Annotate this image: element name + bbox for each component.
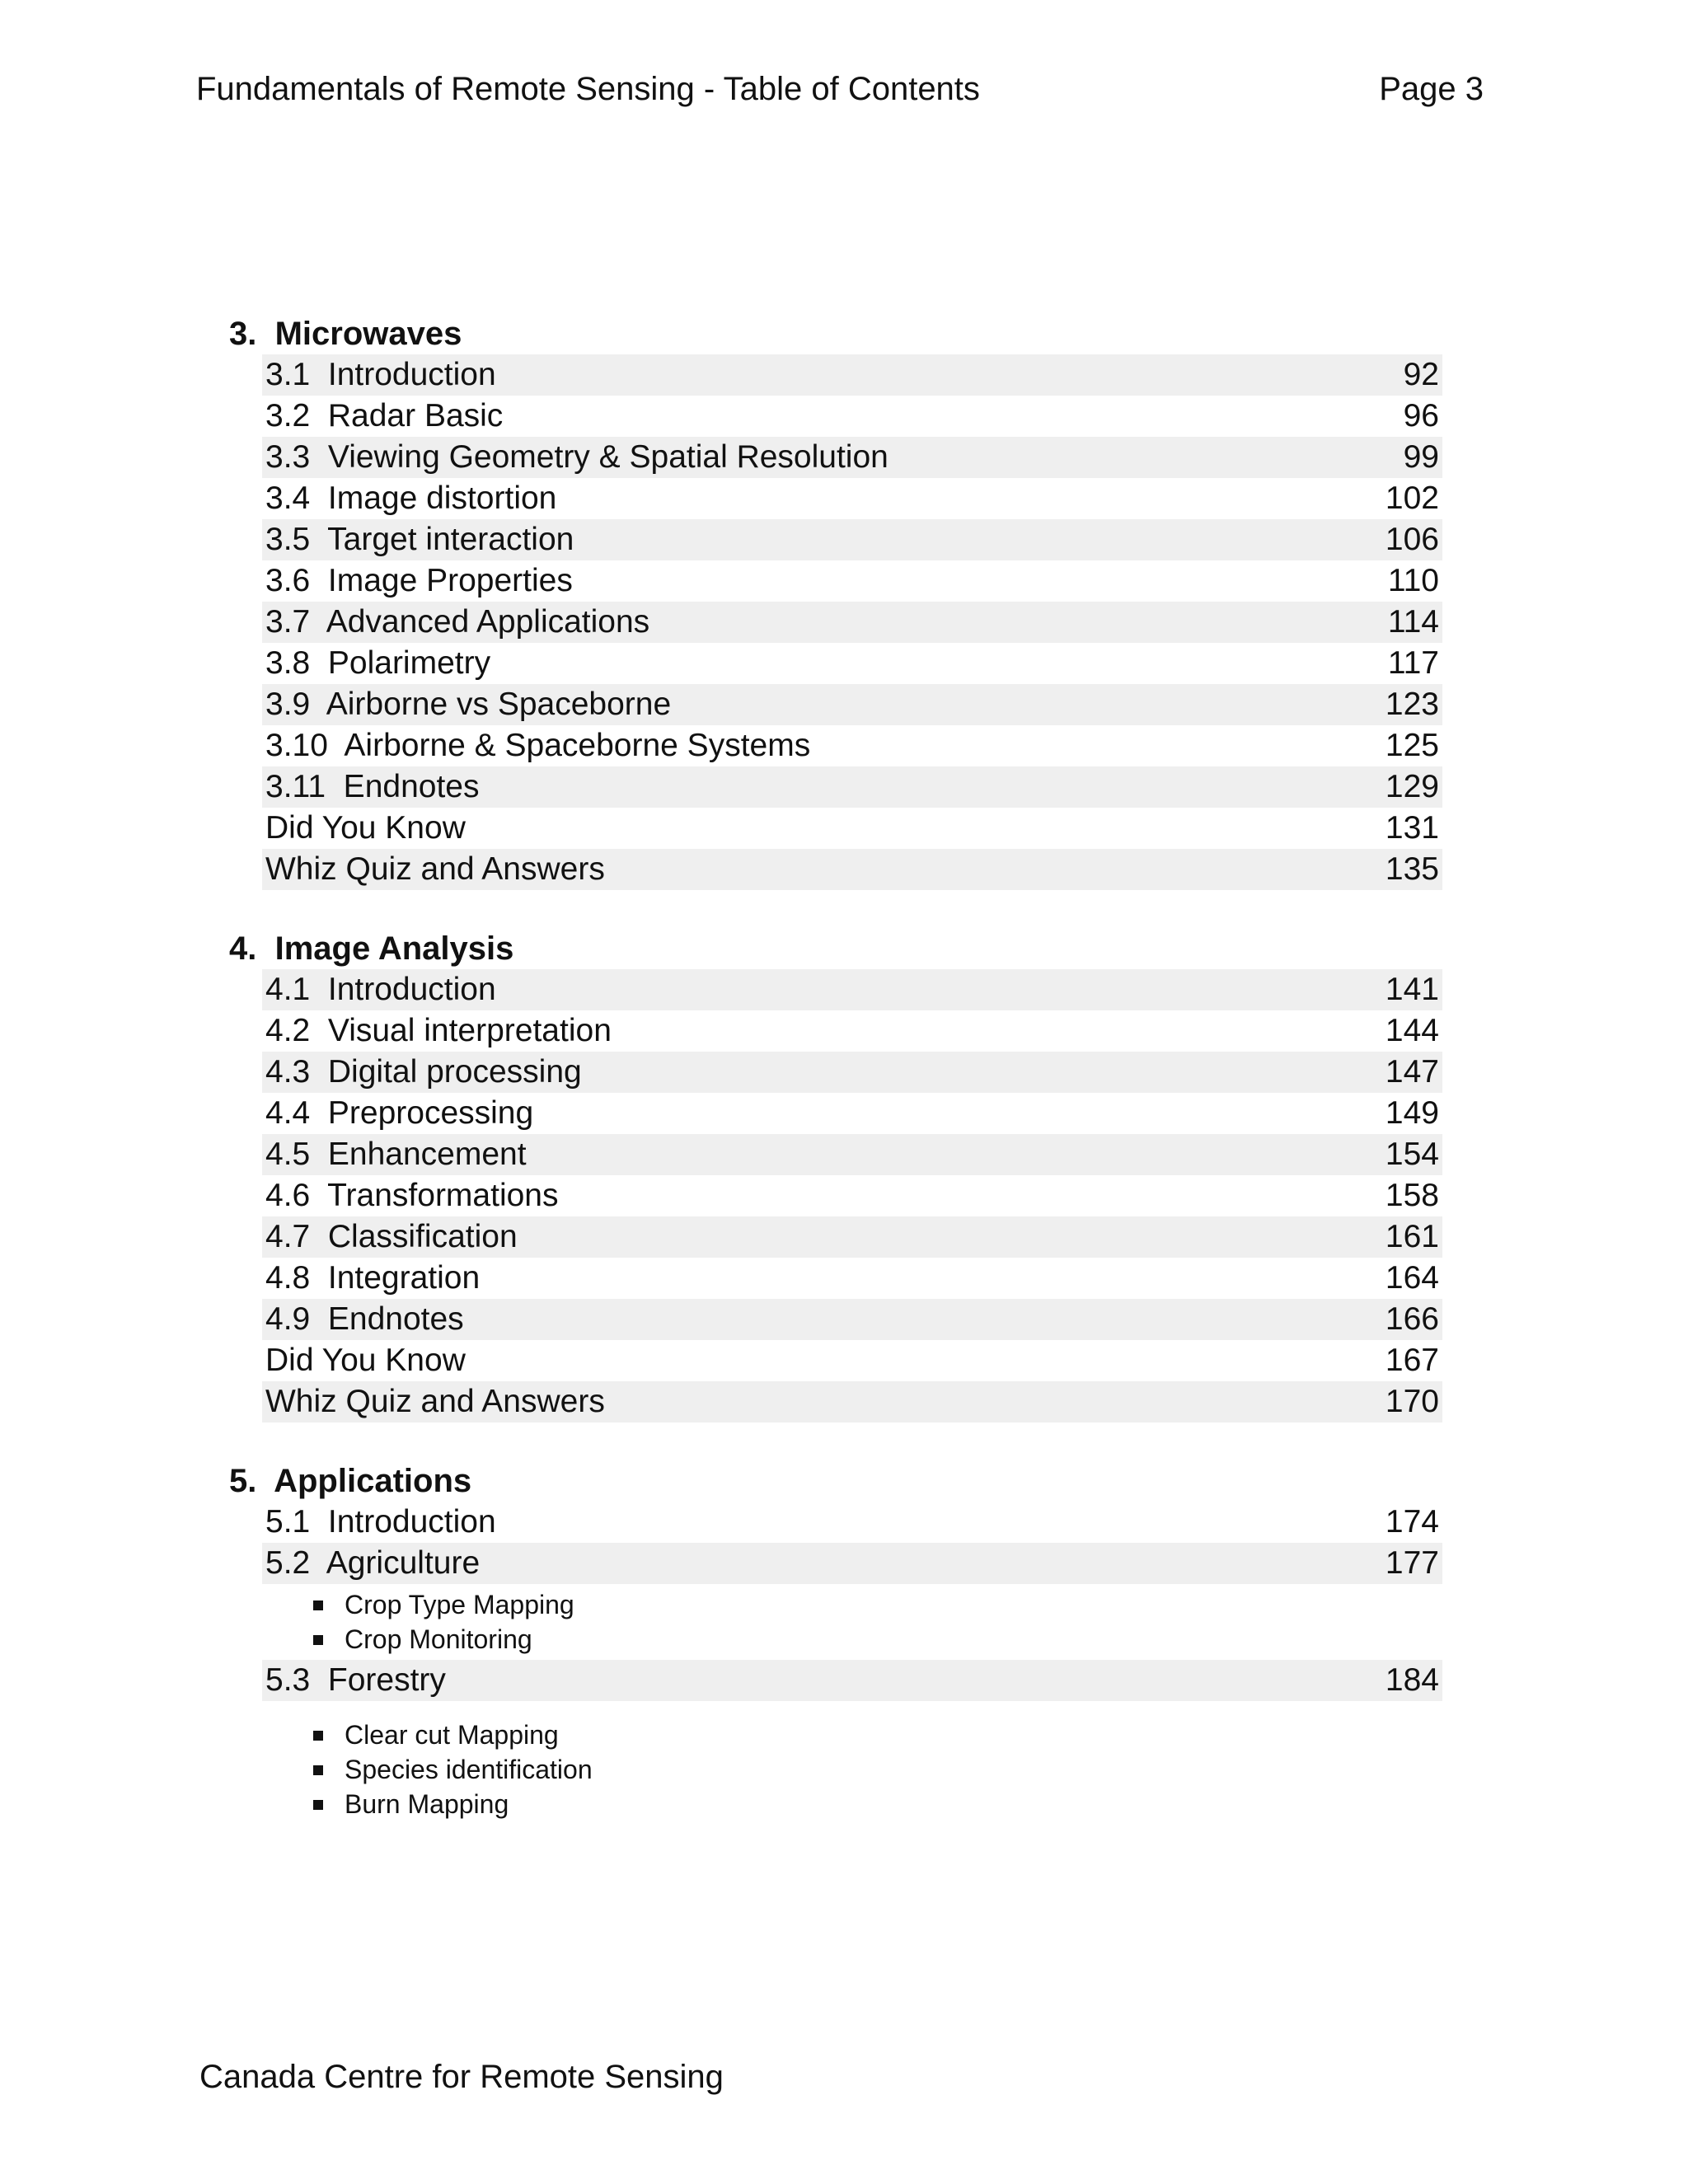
toc-entry[interactable] <box>262 354 1442 396</box>
toc-entry[interactable] <box>262 1010 1442 1052</box>
toc-entry[interactable] <box>262 1502 1442 1543</box>
square-bullet-icon <box>313 1601 323 1610</box>
section-heading: 5. Applications <box>229 1463 472 1499</box>
toc-entry[interactable] <box>262 478 1442 519</box>
entry-page: 170 <box>1385 1384 1439 1419</box>
entry-page: 131 <box>1385 810 1439 846</box>
toc-section-image-analysis <box>229 928 1442 1422</box>
section-heading: 3. Microwaves <box>229 316 462 352</box>
bullet-item <box>312 1587 1442 1622</box>
toc-entry[interactable] <box>262 396 1442 437</box>
entry-label: 4.2 Visual interpretation <box>265 1013 612 1048</box>
entry-label: 3.10 Airborne & Spaceborne Systems <box>265 728 811 763</box>
bullet-text: Crop Type Mapping <box>345 1590 574 1619</box>
entry-label: 3.11 Endnotes <box>265 769 480 804</box>
entry-label: 3.1 Introduction <box>265 357 496 392</box>
entry-label: 3.6 Image Properties <box>265 563 573 598</box>
page-header <box>196 66 1484 112</box>
toc-entry[interactable] <box>262 1093 1442 1134</box>
section-heading: 4. Image Analysis <box>229 930 514 967</box>
toc-entry[interactable] <box>262 1660 1442 1701</box>
toc-entry[interactable] <box>262 1543 1442 1584</box>
toc-entry[interactable] <box>262 1134 1442 1175</box>
entry-label: 5.2 Agriculture <box>265 1545 481 1581</box>
toc-section-microwaves <box>229 313 1442 890</box>
table-of-contents <box>229 313 1442 1859</box>
entry-label: 4.8 Integration <box>265 1260 481 1296</box>
entry-label: Did You Know <box>265 810 466 846</box>
entry-page: 144 <box>1385 1013 1439 1048</box>
entry-page: 110 <box>1387 563 1439 598</box>
entry-label: 3.4 Image distortion <box>265 480 557 516</box>
entry-label: 4.5 Enhancement <box>265 1137 527 1172</box>
bullet-text: Burn Mapping <box>345 1789 509 1819</box>
entry-label: 3.3 Viewing Geometry & Spatial Resolution <box>265 439 889 475</box>
toc-entry[interactable] <box>262 602 1442 643</box>
entry-page: 114 <box>1387 604 1439 640</box>
entry-page: 166 <box>1385 1301 1439 1337</box>
entry-label: 3.5 Target interaction <box>265 522 574 557</box>
entry-label: 4.3 Digital processing <box>265 1054 582 1090</box>
entry-label: 3.2 Radar Basic <box>265 398 504 434</box>
bullet-list <box>312 1718 1442 1821</box>
toc-entry[interactable] <box>262 1299 1442 1340</box>
toc-entry[interactable] <box>262 643 1442 684</box>
toc-entry[interactable] <box>262 849 1442 890</box>
bullet-item <box>312 1718 1442 1752</box>
toc-entry[interactable] <box>262 1175 1442 1216</box>
entry-label: Did You Know <box>265 1343 466 1378</box>
square-bullet-icon <box>313 1800 323 1810</box>
entry-page: 141 <box>1385 972 1439 1007</box>
square-bullet-icon <box>313 1765 323 1775</box>
entry-label: Whiz Quiz and Answers <box>265 1384 605 1419</box>
toc-entry[interactable] <box>262 1052 1442 1093</box>
square-bullet-icon <box>313 1635 323 1645</box>
toc-entry[interactable] <box>262 1216 1442 1258</box>
bullet-item <box>312 1752 1442 1787</box>
entry-page: 174 <box>1385 1504 1439 1540</box>
entry-page: 92 <box>1403 357 1439 392</box>
entry-page: 158 <box>1385 1178 1439 1213</box>
toc-entry[interactable] <box>262 684 1442 725</box>
entry-label: 4.9 Endnotes <box>265 1301 464 1337</box>
entry-page: 135 <box>1385 851 1439 887</box>
page-footer: Canada Centre for Remote Sensing <box>199 2059 724 2095</box>
entry-label: 3.7 Advanced Applications <box>265 604 650 640</box>
entry-page: 147 <box>1385 1054 1439 1090</box>
entry-label: Whiz Quiz and Answers <box>265 851 605 887</box>
entry-page: 177 <box>1385 1545 1439 1581</box>
bullet-item <box>312 1622 1442 1657</box>
toc-entry[interactable] <box>262 1340 1442 1381</box>
toc-section-applications <box>229 1460 1442 1821</box>
document-title: Fundamentals of Remote Sensing - Table of Contents <box>196 71 980 107</box>
entry-page: 149 <box>1385 1095 1439 1131</box>
entry-page: 117 <box>1387 645 1439 681</box>
toc-entry[interactable] <box>262 519 1442 560</box>
entry-page: 99 <box>1403 439 1439 475</box>
toc-entry[interactable] <box>262 969 1442 1010</box>
entry-label: 4.1 Introduction <box>265 972 496 1007</box>
entry-page: 106 <box>1385 522 1439 557</box>
toc-entry[interactable] <box>262 766 1442 808</box>
bullet-list <box>312 1587 1442 1657</box>
entry-page: 129 <box>1385 769 1439 804</box>
entry-page: 123 <box>1385 687 1439 722</box>
entry-label: 3.9 Airborne vs Spaceborne <box>265 687 672 722</box>
entry-label: 5.1 Introduction <box>265 1504 496 1540</box>
toc-entry[interactable] <box>262 808 1442 849</box>
entry-page: 125 <box>1385 728 1439 763</box>
entry-page: 154 <box>1385 1137 1439 1172</box>
bullet-item <box>312 1787 1442 1821</box>
square-bullet-icon <box>313 1731 323 1741</box>
entry-page: 164 <box>1385 1260 1439 1296</box>
entry-label: 3.8 Polarimetry <box>265 645 491 681</box>
entry-label: 4.4 Preprocessing <box>265 1095 534 1131</box>
toc-entry[interactable] <box>262 560 1442 602</box>
entry-page: 184 <box>1385 1662 1439 1698</box>
toc-entry[interactable] <box>262 437 1442 478</box>
entry-page: 167 <box>1385 1343 1439 1378</box>
bullet-text: Crop Monitoring <box>345 1624 532 1654</box>
toc-entry[interactable] <box>262 725 1442 766</box>
toc-entry[interactable] <box>262 1258 1442 1299</box>
entry-page: 102 <box>1385 480 1439 516</box>
toc-entry[interactable] <box>262 1381 1442 1422</box>
bullet-text: Species identification <box>345 1755 593 1784</box>
entry-label: 4.6 Transformations <box>265 1178 559 1213</box>
entry-label: 5.3 Forestry <box>265 1662 446 1698</box>
page-number: Page 3 <box>1379 71 1484 107</box>
entry-page: 161 <box>1385 1219 1439 1254</box>
entry-label: 4.7 Classification <box>265 1219 518 1254</box>
entry-page: 96 <box>1403 398 1439 434</box>
bullet-text: Clear cut Mapping <box>345 1720 559 1750</box>
